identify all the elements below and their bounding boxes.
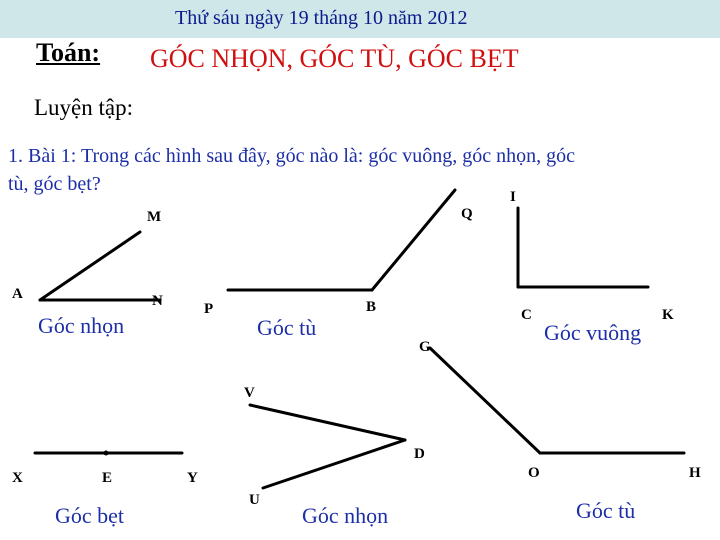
answer-ICK: Góc vuông: [544, 320, 642, 345]
point-label-Y: Y: [187, 470, 198, 486]
point-label-I: I: [510, 189, 516, 205]
point-label-M: M: [147, 209, 162, 225]
answer-XEY: Góc bẹt: [55, 503, 125, 528]
point-label-K: K: [662, 307, 674, 323]
ray-O-up: [430, 348, 540, 453]
point-label-O: O: [528, 465, 540, 481]
point-label-H: H: [689, 465, 701, 481]
section-heading: Luyện tập:: [34, 95, 133, 120]
subject-label: Toán:: [36, 38, 101, 67]
point-label-P: P: [204, 301, 214, 317]
point-label-A: A: [12, 286, 23, 302]
ray-DU: [263, 440, 405, 488]
point-E-dot: [104, 451, 109, 456]
point-label-N: N: [152, 293, 163, 309]
point-label-D: D: [414, 446, 425, 462]
answer-VDU: Góc nhọn: [302, 503, 389, 528]
answer-O-H: Góc tù: [576, 498, 636, 523]
point-label-U: U: [249, 492, 260, 508]
lesson-title: GÓC NHỌN, GÓC TÙ, GÓC BẸT: [150, 44, 519, 73]
date-line: Thứ sáu ngày 19 tháng 10 năm 2012: [175, 7, 468, 29]
point-label-V: V: [244, 385, 255, 401]
point-label-C: C: [521, 307, 532, 323]
ray-DV: [250, 405, 405, 440]
point-label-B: B: [366, 299, 377, 315]
point-label-Q: Q: [461, 206, 473, 222]
exercise-line-2: tù, góc bẹt?: [8, 173, 101, 195]
point-label-X: X: [12, 470, 23, 486]
ray-BQ: [372, 190, 455, 290]
exercise-line-1: 1. Bài 1: Trong các hình sau đây, góc nào là: góc vuông, góc nhọn, góc: [8, 145, 575, 167]
point-label-E: E: [102, 470, 113, 486]
point-label-G: G: [419, 339, 431, 355]
answer-MAN: Góc nhọn: [38, 313, 125, 338]
ray-AM: [40, 232, 140, 300]
answer-PBG: Góc tù: [257, 315, 317, 340]
